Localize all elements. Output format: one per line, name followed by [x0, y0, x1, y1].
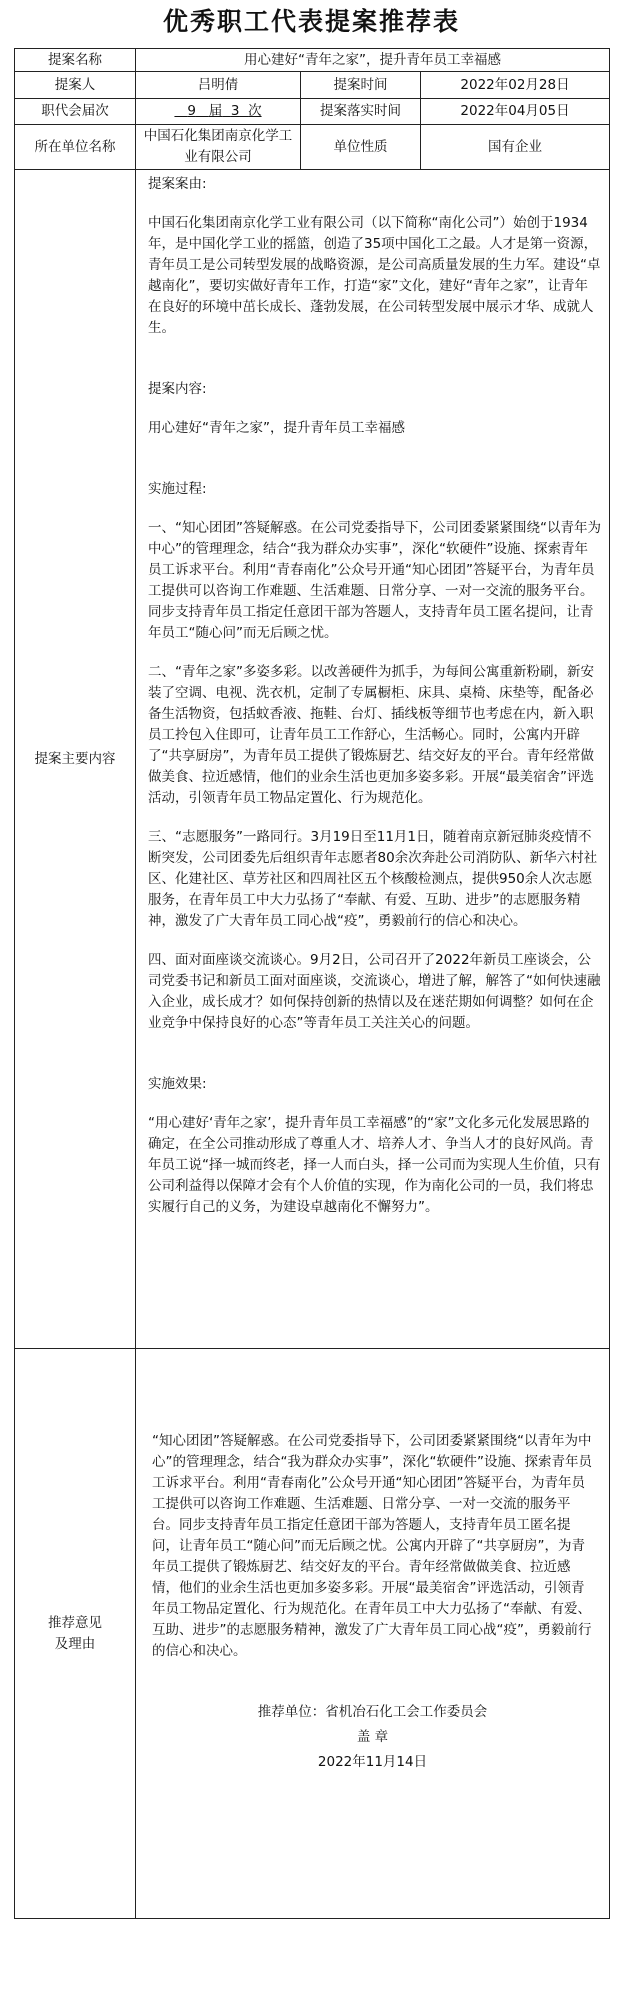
row-proposal-name [15, 49, 610, 72]
content-heading: 提案内容: [148, 381, 207, 397]
seal-text: 盖 章 [356, 1729, 389, 1745]
row-unit [15, 125, 610, 170]
proposal-time-value: 2022年02月28日 [421, 72, 610, 99]
reason-heading: 提案案由: [148, 176, 207, 192]
process-item-1: 一、“知心团团”答疑解惑。在公司党委指导下，公司团委紧紧围绕“以青年为中心”的管理理念，结合“我为群众办实事”，深化“软硬件”设施、探索青年员工诉求平台。利用“青春南化”公众号开通“知心团团”答疑平台，为青年员工提供可以咨询工作难题、生活难题、日常分享、一对一交流的服务平台。同步支持青年员工指定任意团干部为答题人，支持青年员工匿名提问，让青年员工“随心问”而无后顾之忧。 [148, 520, 601, 641]
session-number: 9 届 3 次 [187, 103, 262, 119]
recommendation-date: 2022年11月14日 [317, 1754, 428, 1770]
proposer-value: 吕明倩 [136, 72, 301, 99]
proposal-name-label: 提案名称 [15, 49, 136, 72]
recommending-unit: 推荐单位：省机冶石化工会工作委员会 [257, 1704, 488, 1720]
unit-type-value: 国有企业 [421, 125, 610, 170]
main-content-cell [136, 170, 610, 1349]
proposal-form-table [14, 48, 610, 1919]
row-recommendation [15, 1349, 610, 1919]
impl-time-value: 2022年04月05日 [421, 99, 610, 125]
impl-time-label: 提案落实时间 [301, 99, 421, 125]
unit-label: 所在单位名称 [15, 125, 136, 170]
row-session [15, 99, 610, 125]
effect-text: “用心建好‘青年之家’，提升青年员工幸福感”的“家”文化多元化发展思路的确定，在全公司推动形成了尊重人才、培养人才、争当人才的良好风尚。青年员工说“择一城而终老，择一人而白头，择一公司而为实现人生价值，只有公司利益得以保障才会有个人价值的实现，作为南化公司的一员，我们将忠实履行自己的义务，为建设卓越南化不懈努力”。 [148, 1115, 601, 1215]
content-text: 用心建好“青年之家”，提升青年员工幸福感 [148, 420, 405, 436]
recommendation-text: “知心团团”答疑解惑。在公司党委指导下，公司团委紧紧围绕“以青年为中心”的管理理念，结合“我为群众办实事”，深化“软硬件”设施、探索青年员工诉求平台。利用“青春南化”公众号开通“知心团团”答疑平台，为青年员工提供可以咨询工作难题、生活难题、日常分享、一对一交流的服务平台。同步支持青年员工指定任意团干部为答题人，支持青年员工匿名提问，让青年员工“随心问”而无后顾之忧。公寓内开辟了“共享厨房”，为青年员工提供了锻炼厨艺、结交好友的平台。青年经常做做美食、拉近感情，他们的业余生活也更加多姿多彩。开展“最美宿舍”评选活动，引领青年员工物品定置化、行为规范化。在青年员工中大力弘扬了“奉献、有爱、互助、进步”的志愿服务精神，激发了广大青年员工同心战“疫”，勇毅前行的信心和决心。 [152, 1433, 592, 1659]
process-item-4: 四、面对面座谈交流谈心。9月2日，公司召开了2022年新员工座谈会，公司党委书记和新员工面对面座谈，交流谈心，增进了解，解答了“如何快速融入企业，成长成才？如何保持创新的热情以及在迷茫期如何调整？如何在企业竞争中保持良好的心态”等青年员工关注关心的问题。 [148, 952, 601, 1031]
unit-name-value: 中国石化集团南京化学工业有限公司 [136, 125, 301, 170]
process-item-2: 二、“青年之家”多姿多彩。以改善硬件为抓手，为每间公寓重新粉刷，新安装了空调、电视、洗衣机，定制了专属橱柜、床具、桌椅、床垫等，配备必备生活物资，包括蚊香液、拖鞋、台灯、插线板等细节也考虑在内，新入职员工拎包入住即可，让青年员工工作舒心，生活畅心。同时，公寓内开辟了“共享厨房”，为青年员工提供了锻炼厨艺、结交好友的平台。青年经常做做美食、拉近感情，他们的业余生活也更加多姿多彩。开展“最美宿舍”评选活动，引领青年员工物品定置化、行为规范化。 [148, 664, 594, 806]
form-title: 优秀职工代表提案推荐表 [162, 7, 460, 36]
row-main-content [15, 170, 610, 1349]
session-label: 职代会届次 [15, 99, 136, 125]
session-value [136, 99, 301, 125]
process-item-3: 三、“志愿服务”一路同行。3月19日至11月1日，随着南京新冠肺炎疫情不断突发，公司团委先后组织青年志愿者80余次奔赴公司消防队、新华六村社区、化建社区、草芳社区和四周社区五个核酸检测点，提供950余人次志愿服务，在青年员工中大力弘扬了“奉献、有爱、互助、进步”的志愿服务精神，激发了广大青年员工同心战“疫”，勇毅前行的信心和决心。 [148, 829, 598, 929]
unit-type-label: 单位性质 [301, 125, 421, 170]
process-heading: 实施过程: [148, 481, 207, 497]
proposer-label: 提案人 [15, 72, 136, 99]
recommendation-cell [136, 1349, 610, 1919]
row-proposer [15, 72, 610, 99]
proposal-name-value: 用心建好“青年之家”，提升青年员工幸福感 [136, 49, 610, 72]
content-label: 提案主要内容 [15, 170, 136, 1349]
reason-text: 中国石化集团南京化学工业有限公司（以下简称“南化公司”）始创于1934年，是中国化学工业的摇篮，创造了35项中国化工之最。人才是第一资源，青年员工是公司转型发展的战略资源，是公司高质量发展的生力军。建设“卓越南化”，要切实做好青年工作，打造“家”文化，建好“青年之家”，让青年在良好的环境中茁长成长、蓬勃发展，在公司转型发展中展示才华、成就人生。 [148, 215, 601, 336]
effect-heading: 实施效果: [148, 1076, 207, 1092]
recommendation-label: 推荐意见及理由 [15, 1349, 136, 1919]
proposal-time-label: 提案时间 [301, 72, 421, 99]
